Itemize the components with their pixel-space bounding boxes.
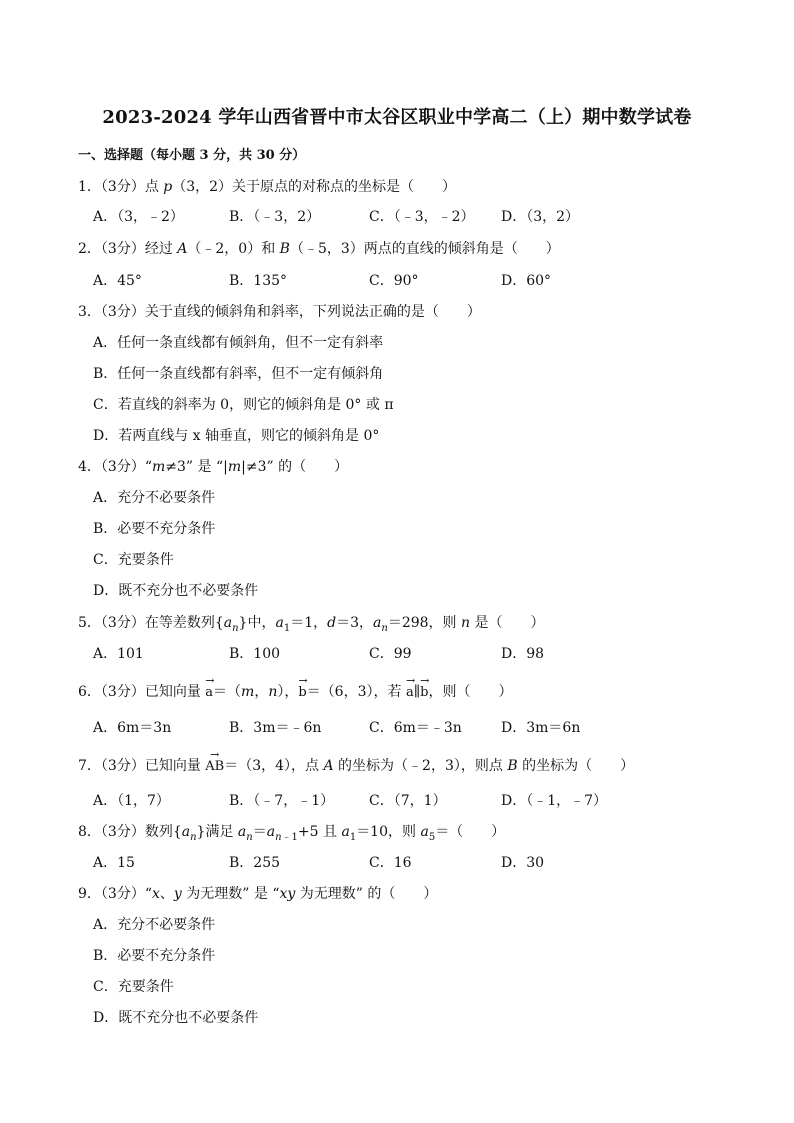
- q7-option-b: B．（﹣7，﹣1）: [229, 793, 335, 809]
- q1-option-c: C．（﹣3，﹣2）: [369, 209, 475, 225]
- page-title: 2023-2024 学年山西省晋中市太谷区职业中学高二（上）期中数学试卷: [102, 107, 692, 128]
- q8-option-d: D．30: [501, 855, 545, 871]
- q7-option-c: C．（7，1）: [369, 793, 447, 809]
- q2-option-a: A．45°: [93, 273, 142, 289]
- q7-option-d: D．（﹣1，﹣7）: [501, 793, 608, 809]
- q4-option-c: C．充要条件: [93, 552, 174, 568]
- q9-option-a: A．充分不必要条件: [93, 917, 216, 933]
- q4-option-b: B．必要不充分条件: [93, 521, 216, 537]
- q6-option-a: A．6m＝3n: [93, 720, 172, 736]
- q4-option-d: D．既不充分也不必要条件: [93, 583, 259, 599]
- question-3: 3．（3分）关于直线的倾斜角和斜率，下列说法正确的是（ ）: [78, 304, 481, 320]
- q1-option-b: B．（﹣3，2）: [229, 209, 321, 225]
- question-1: 1．（3分）点 p（3，2）关于原点的对称点的坐标是（ ）: [78, 179, 457, 195]
- q1-option-a: A．（3，﹣2）: [93, 209, 184, 225]
- q8-option-b: B．255: [229, 855, 281, 871]
- q8-option-a: A．15: [93, 855, 135, 871]
- q5-option-b: B．100: [229, 646, 281, 662]
- q5-option-d: D．98: [501, 646, 545, 662]
- q2-option-b: B．135°: [229, 273, 288, 289]
- section-heading: 一、选择题（每小题 3 分，共 30 分）: [78, 148, 306, 163]
- question-2: 2．（3分）经过 A（﹣2，0）和 B（﹣5，3）两点的直线的倾斜角是（ ）: [78, 241, 560, 257]
- q7-option-a: A．（1，7）: [93, 793, 170, 809]
- question-7: 7．（3分）已知向量 → AB＝（3，4），点 A 的坐标为（﹣2，3），则点 B 的坐标为（ ）: [78, 755, 634, 775]
- q3-option-b: B．任何一条直线都有斜率，但不一定有倾斜角: [93, 366, 384, 382]
- q3-option-a: A．任何一条直线都有倾斜角，但不一定有斜率: [93, 335, 384, 351]
- q6-option-c: C．6m＝﹣3n: [369, 720, 462, 736]
- question-8: 8．（3分）数列$\{a_n\}$满足 $a_n=a_{n﹣1}+5$ 且 $a_1=10$，则 $a_5=$（ ）: [78, 824, 506, 843]
- question-6: 6．（3分）已知向量 → a＝（m，n），→ b＝（6，3），若 → a∥→ b，则（ ）: [78, 681, 513, 701]
- question-5: 5．（3分）在等差数列$\{a_n\}$中，$a_1=1$，d＝3，$a_n=298$，则 n 是（ ）: [78, 615, 545, 634]
- q3-option-c: C．若直线的斜率为 0，则它的倾斜角是 0° 或 π: [93, 397, 394, 413]
- q3-option-d: D．若两直线与 x 轴垂直，则它的倾斜角是 0°: [93, 428, 380, 444]
- q2-option-d: D．60°: [501, 273, 552, 289]
- q6-option-b: B．3m＝﹣6n: [229, 720, 322, 736]
- q9-option-b: B．必要不充分条件: [93, 948, 216, 964]
- q5-option-c: C．99: [369, 646, 412, 662]
- q1-option-d: D．（3，2）: [501, 209, 580, 225]
- q9-option-c: C．充要条件: [93, 979, 174, 995]
- q2-option-c: C．90°: [369, 273, 419, 289]
- question-4: 4．（3分）“m≠3” 是 “|m|≠3” 的（ ）: [78, 459, 349, 475]
- question-9: 9．（3分）“x、y 为无理数” 是 “xy 为无理数” 的（ ）: [78, 886, 438, 902]
- q9-option-d: D．既不充分也不必要条件: [93, 1010, 259, 1026]
- q5-option-a: A．101: [93, 646, 144, 662]
- q8-option-c: C．16: [369, 855, 412, 871]
- q6-option-d: D．3m＝6n: [501, 720, 581, 736]
- q4-option-a: A．充分不必要条件: [93, 490, 216, 506]
